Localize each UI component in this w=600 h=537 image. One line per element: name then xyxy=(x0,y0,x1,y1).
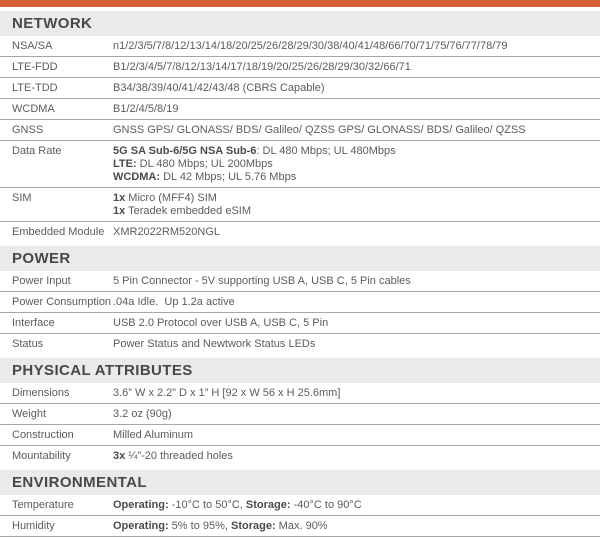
spec-value-text: Teradek embedded eSIM xyxy=(125,205,252,217)
spec-row-temperature xyxy=(0,495,600,516)
spec-value-line xyxy=(113,192,592,205)
accent-top-bar xyxy=(0,0,600,7)
spec-value-text: : DL 480 Mbps; UL 480Mbps xyxy=(256,145,396,157)
spec-value-bold: 1x xyxy=(113,192,126,204)
section-title-physical-attributes: PHYSICAL ATTRIBUTES xyxy=(0,358,600,383)
spec-value-bold: WCDMA: xyxy=(113,171,161,183)
spec-value xyxy=(113,192,600,218)
spec-row-nsa-sa xyxy=(0,36,600,57)
spec-value xyxy=(113,499,600,512)
section-title-environmental: ENVIRONMENTAL xyxy=(0,470,600,495)
spec-value-line xyxy=(113,205,592,218)
spec-value-text: 3.2 oz (90g) xyxy=(113,408,172,420)
section-power xyxy=(0,246,600,354)
spec-value xyxy=(113,520,600,533)
spec-label: Mountability xyxy=(12,450,71,462)
spec-label: GNSS xyxy=(12,124,44,136)
spec-value-text: DL 42 Mbps; UL 5.76 Mbps xyxy=(160,171,297,183)
spec-value-text: -10°C to 50°C, xyxy=(168,499,246,511)
spec-row-lte-tdd xyxy=(0,78,600,99)
spec-value-text: n1/2/3/5/7/8/12/13/14/18/20/25/26/28/29/30/38/40/41/48/66/70/71/75/76/77/78/79 xyxy=(113,40,508,52)
spec-row-embedded-module xyxy=(0,222,600,242)
spec-row-mountability xyxy=(0,446,600,466)
spec-value-text: B1/2/4/5/8/19 xyxy=(113,103,179,115)
spec-value-line xyxy=(113,429,592,442)
section-physical-attributes xyxy=(0,358,600,466)
spec-value-bold: Operating: xyxy=(113,520,169,532)
spec-value xyxy=(113,450,600,463)
spec-value-text: -40°C to 90°C xyxy=(290,499,362,511)
spec-row-wcdma xyxy=(0,99,600,120)
spec-value-line xyxy=(113,124,592,137)
spec-label: Status xyxy=(12,338,44,350)
spec-label: Dimensions xyxy=(12,387,70,399)
spec-row-sim xyxy=(0,188,600,222)
section-environmental xyxy=(0,470,600,537)
spec-value-text: XMR2022RM520NGL xyxy=(113,226,220,238)
spec-row-weight xyxy=(0,404,600,425)
spec-value-line xyxy=(113,171,592,184)
spec-row-construction xyxy=(0,425,600,446)
spec-row-data-rate xyxy=(0,141,600,188)
section-network xyxy=(0,11,600,242)
spec-value-bold: LTE: xyxy=(113,158,137,170)
section-title-power: POWER xyxy=(0,246,600,271)
spec-value-bold: Storage: xyxy=(245,499,291,511)
spec-label: WCDMA xyxy=(12,103,55,115)
spec-value-text: USB 2.0 Protocol over USB A, USB C, 5 Pin xyxy=(113,317,329,329)
spec-value-text: Max. 90% xyxy=(275,520,328,532)
spec-value xyxy=(113,40,600,53)
spec-row-humidity xyxy=(0,516,600,537)
spec-label: Embedded Module xyxy=(12,226,105,238)
spec-value-line xyxy=(113,338,592,351)
spec-value-bold: 3x xyxy=(113,450,126,462)
spec-value-line xyxy=(113,408,592,421)
section-title-network: NETWORK xyxy=(0,11,600,36)
spec-label: Construction xyxy=(12,429,74,441)
spec-label: Data Rate xyxy=(12,145,62,157)
spec-value xyxy=(113,103,600,116)
spec-label: Humidity xyxy=(12,520,55,532)
spec-value-line xyxy=(113,82,592,95)
spec-label: NSA/SA xyxy=(12,40,53,52)
spec-value-line xyxy=(113,275,592,288)
spec-value-line xyxy=(113,499,592,512)
spec-value-line xyxy=(113,387,592,400)
spec-value xyxy=(113,387,600,400)
spec-value-text: GNSS GPS/ GLONASS/ BDS/ Galileo/ QZSS GPS/ GLONASS/ BDS/ Galileo/ QZSS xyxy=(113,124,526,136)
spec-value-text: B1/2/3/4/5/7/8/12/13/14/17/18/19/20/25/26/28/29/30/32/66/71 xyxy=(113,61,411,73)
spec-value-text: 5 Pin Connector - 5V supporting USB A, USB C, 5 Pin cables xyxy=(113,275,411,287)
spec-value-bold: Storage: xyxy=(231,520,276,532)
spec-label: LTE-TDD xyxy=(12,82,58,94)
spec-row-power-consumption xyxy=(0,292,600,313)
spec-value-line xyxy=(113,226,592,239)
spec-value xyxy=(113,429,600,442)
spec-value xyxy=(113,226,600,239)
spec-value xyxy=(113,82,600,95)
spec-row-power-input xyxy=(0,271,600,292)
spec-value-bold: 5G SA Sub-6/5G NSA Sub-6 xyxy=(113,145,257,157)
spec-label: Power Input xyxy=(12,275,71,287)
spec-value-line xyxy=(113,145,592,158)
spec-value-text: Micro (MFF4) SIM xyxy=(125,192,217,204)
spec-value-text: 3.6” W x 2.2” D x 1” H [92 x W 56 x H 25.6mm] xyxy=(113,387,341,399)
spec-value-line xyxy=(113,317,592,330)
spec-value-text: .04a Idle. Up 1.2a active xyxy=(113,296,235,308)
spec-row-status xyxy=(0,334,600,354)
spec-value-text: B34/38/39/40/41/42/43/48 (CBRS Capable) xyxy=(113,82,325,94)
spec-value-line xyxy=(113,296,592,309)
spec-value xyxy=(113,61,600,74)
spec-value xyxy=(113,338,600,351)
spec-value-line xyxy=(113,61,592,74)
spec-row-gnss xyxy=(0,120,600,141)
spec-value-line xyxy=(113,103,592,116)
spec-label: SIM xyxy=(12,192,32,204)
spec-value-text: ¼”-20 threaded holes xyxy=(125,450,233,462)
spec-value-text: Milled Aluminum xyxy=(113,429,194,441)
spec-value xyxy=(113,124,600,137)
spec-value-bold: Operating: xyxy=(113,499,169,511)
spec-label: Interface xyxy=(12,317,55,329)
spec-value-line xyxy=(113,158,592,171)
spec-value xyxy=(113,296,600,309)
spec-row-dimensions xyxy=(0,383,600,404)
spec-label: LTE-FDD xyxy=(12,61,58,73)
spec-row-lte-fdd xyxy=(0,57,600,78)
spec-value-bold: 1x xyxy=(113,205,126,217)
spec-value xyxy=(113,408,600,421)
spec-value-line xyxy=(113,450,592,463)
spec-label: Weight xyxy=(12,408,47,420)
spec-value-line xyxy=(113,40,592,53)
spec-value xyxy=(113,317,600,330)
spec-value-text: Power Status and Newtwork Status LEDs xyxy=(113,338,316,350)
spec-value-line xyxy=(113,520,592,533)
spec-value xyxy=(113,275,600,288)
spec-label: Temperature xyxy=(12,499,74,511)
spec-value-text: DL 480 Mbps; UL 200Mbps xyxy=(136,158,273,170)
spec-value xyxy=(113,145,600,184)
spec-label: Power Consumption xyxy=(12,296,112,308)
spec-value-text: 5% to 95%, xyxy=(168,520,231,532)
spec-row-interface xyxy=(0,313,600,334)
